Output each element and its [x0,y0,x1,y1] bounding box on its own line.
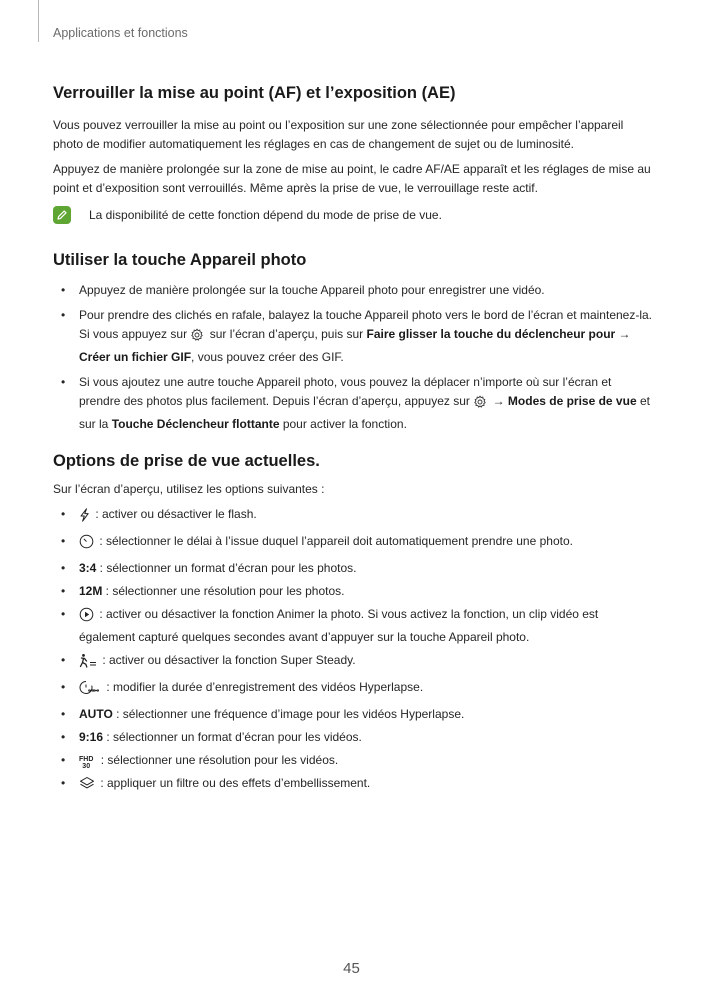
list-item: • : activer ou désactiver la fonction Animer la photo. Si vous activez la fonction, un clip vidéo est également capturé quelques secondes avant d’appuyer sur la touche Appareil photo. [53,605,653,647]
fhd-resolution-icon: FHD 30 [79,756,94,770]
settings-gear-icon [473,395,487,415]
list-item: • Pour prendre des clichés en rafale, balayez la touche Appareil photo vers le bord de l’écran et maintenez-la. Si vous appuyez sur sur l’écran d’aperçu, puis sur Faire glisser la touche du déclencheur pour → Créer un fichier GIF, vous pouvez créer des GIF. [53,306,653,367]
side-rule [38,0,39,42]
running-header: Applications et fonctions [53,26,188,40]
timer-icon [79,534,94,555]
filter-icon [79,776,95,797]
section-title-shooting-options: Options de prise de vue actuelles. [53,452,320,470]
flash-icon [79,508,90,528]
list-item: • Si vous ajoutez une autre touche Appareil photo, vous pouvez la déplacer n’importe où sur l’écran et prendre des photos plus facilement. Depuis l’écran d’aperçu, appuyez sur → Modes de prise de vue et sur la Touche Déclencheur flottante pour activer la fonction. [53,373,653,434]
list-item: • : activer ou désactiver la fonction Super Steady. [53,651,653,674]
list-item: • 3:4 : sélectionner un format d’écran pour les photos. [53,559,653,578]
page-number: 45 [343,960,360,977]
list-item: • 12M : sélectionner une résolution pour les photos. [53,582,653,601]
shooting-options-intro: Sur l’écran d’aperçu, utilisez les options suivantes : [53,482,325,496]
note-icon [53,206,71,224]
list-item: • FHD 30 : sélectionner une résolution pour les vidéos. [53,751,653,770]
list-item: • : modifier la durée d’enregistrement des vidéos Hyperlapse. [53,678,653,701]
list-item: • Appuyez de manière prolongée sur la touche Appareil photo pour enregistrer une vidéo. [53,281,653,300]
paragraph-af-ae-intro: Vous pouvez verrouiller la mise au point ou l’exposition sur une zone sélectionnée pour empêcher l’appareil photo de modifier automatiquement les réglages en cas de changement de sujet ou de luminosité. [53,118,624,151]
note [53,206,653,224]
super-steady-icon [79,653,97,674]
note-text: La disponibilité de cette fonction dépend du mode de prise de vue. [89,208,442,222]
list-item: • AUTO : sélectionner une fréquence d’image pour les vidéos Hyperlapse. [53,705,653,724]
hyperlapse-duration-icon [79,680,101,701]
settings-gear-icon [190,328,204,348]
section-title-af-ae: Verrouiller la mise au point (AF) et l’exposition (AE) [53,84,456,102]
list-item: • : sélectionner le délai à l’issue duquel l’appareil doit automatiquement prendre une photo. [53,532,653,555]
motion-photo-icon [79,607,94,628]
paragraph-af-ae-howto: Appuyez de manière prolongée sur la zone de mise au point, le cadre AF/AE apparaît et les réglages de mise au point et d’exposition sont verrouillés. Même après la prise de vue, le verrouillage reste actif. [53,162,651,195]
section-title-camera-button: Utiliser la touche Appareil photo [53,251,307,269]
shooting-options-list [53,505,653,797]
list-item: • 9:16 : sélectionner un format d’écran pour les vidéos. [53,728,653,747]
camera-button-list [53,281,653,434]
page-content [53,80,653,801]
list-item: • : activer ou désactiver le flash. [53,505,653,528]
list-item: • : appliquer un filtre ou des effets d’embellissement. [53,774,653,797]
